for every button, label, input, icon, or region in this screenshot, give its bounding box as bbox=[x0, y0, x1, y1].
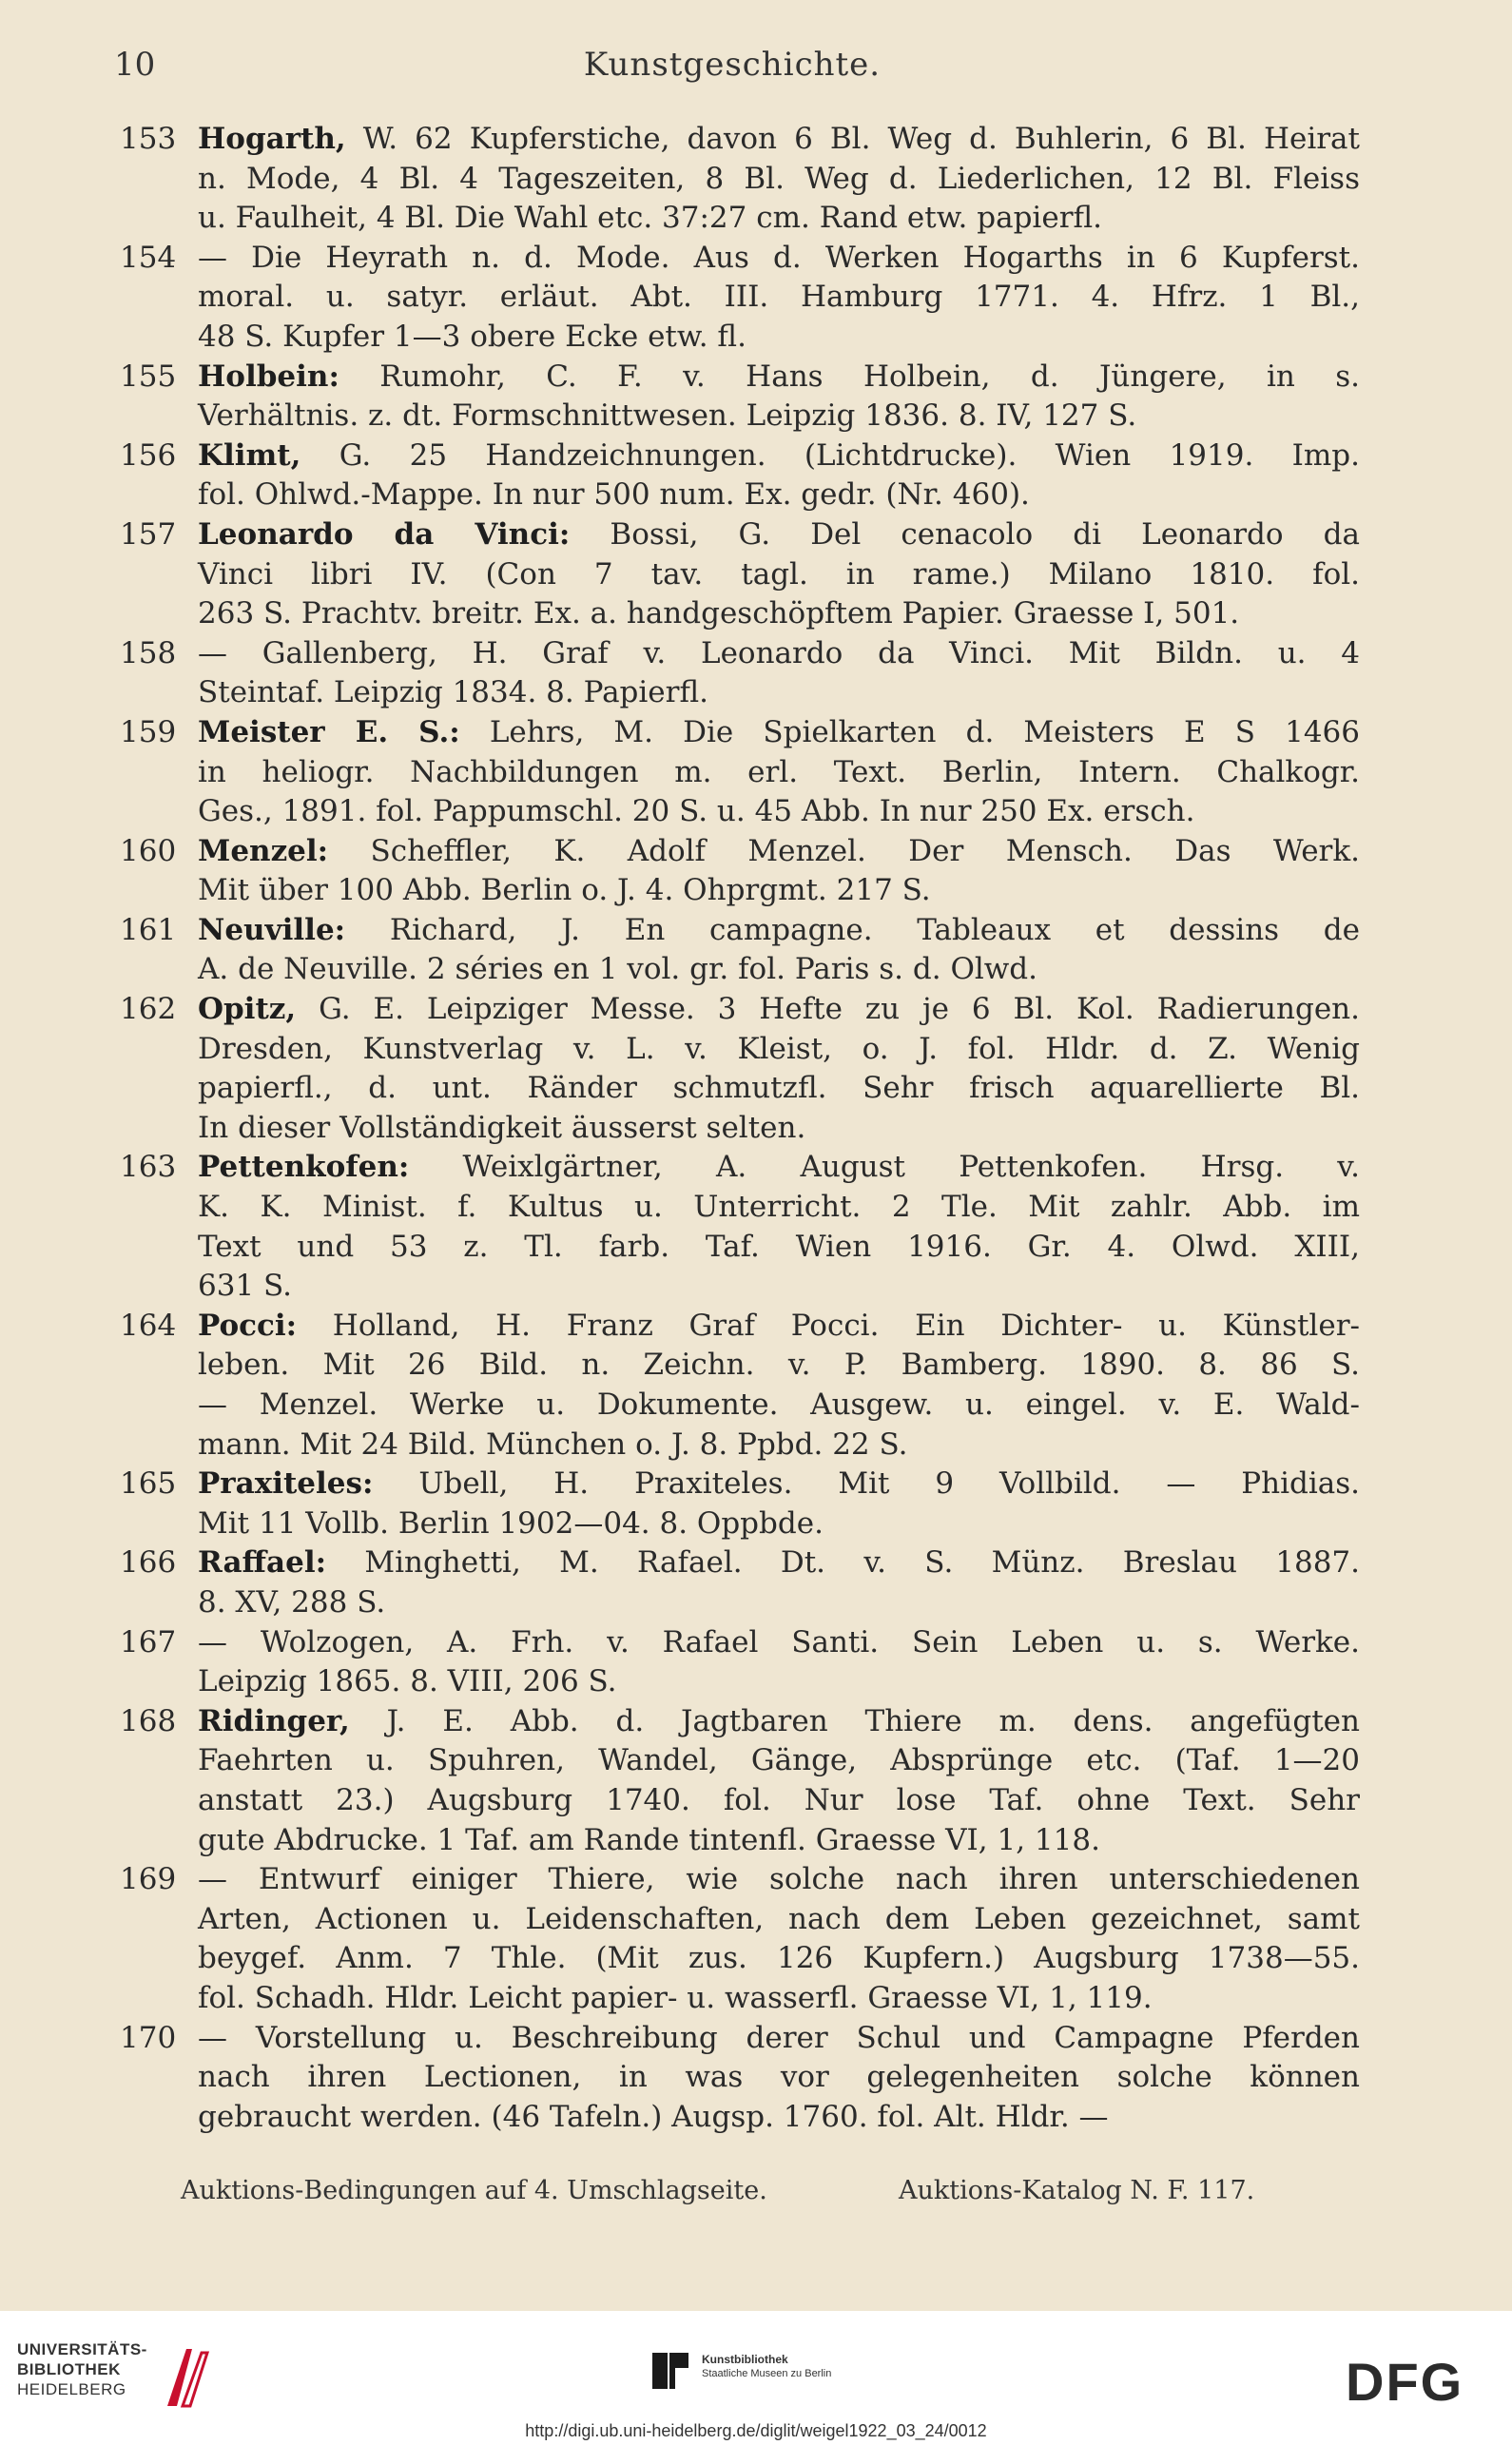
entry-keyword: Klimt, bbox=[198, 437, 301, 473]
catalog-entry bbox=[114, 1543, 1360, 1622]
entry-segment: A. de Neuville. 2 séries en 1 vol. gr. fol. Paris s. d. Olwd. bbox=[198, 952, 1038, 987]
ub-line2: BIBLIOTHEK bbox=[17, 2360, 121, 2378]
entry-line bbox=[198, 1702, 1360, 1742]
entry-number: 169 bbox=[120, 1862, 177, 1897]
catalog-entry bbox=[114, 1465, 1360, 1543]
entry-segment: Holland, H. Franz Graf Pocci. Ein Dichter- u. Künstler- bbox=[297, 1308, 1360, 1343]
ub-line1: UNIVERSITÄTS- bbox=[17, 2340, 147, 2358]
entry-number: 156 bbox=[120, 437, 177, 473]
entry-line bbox=[198, 2058, 1360, 2098]
ub-line3: HEIDELBERG bbox=[17, 2380, 126, 2398]
digitization-footer bbox=[0, 2311, 1512, 2445]
entry-text bbox=[198, 2019, 1360, 2138]
entry-line bbox=[198, 358, 1360, 398]
page-header bbox=[114, 46, 1350, 93]
dfg-logo[interactable] bbox=[1346, 2351, 1488, 2412]
entry-segment: in heliogr. Nachbildungen m. erl. Text. Berlin, Intern. Chalkogr. bbox=[198, 754, 1360, 789]
entry-number: 166 bbox=[120, 1545, 177, 1581]
entry-segment: Leipzig 1865. 8. VIII, 206 S. bbox=[198, 1664, 617, 1699]
entry-segment: Bossi, G. Del cenacolo di Leonardo da bbox=[570, 516, 1360, 552]
entry-segment: Vinci libri IV. (Con 7 tav. tagl. in rame.) Milano 1810. fol. bbox=[198, 556, 1360, 592]
kunstbibliothek-logo[interactable] bbox=[647, 2347, 894, 2404]
entry-segment: Rumohr, C. F. v. Hans Holbein, d. Jüngere, in s. bbox=[339, 359, 1360, 394]
entry-segment: leben. Mit 26 Bild. n. Zeichn. v. P. Bamberg. 1890. 8. 86 S. bbox=[198, 1348, 1360, 1383]
entry-line bbox=[198, 1623, 1360, 1663]
entry-line bbox=[198, 1346, 1360, 1386]
entry-line bbox=[198, 160, 1360, 200]
catalog-entry bbox=[114, 358, 1360, 437]
entry-line bbox=[198, 1543, 1360, 1583]
catalog-entries bbox=[114, 120, 1360, 2137]
entry-line bbox=[198, 911, 1360, 951]
entry-keyword: Pocci: bbox=[198, 1308, 298, 1343]
catalog-entry bbox=[114, 2019, 1360, 2138]
entry-line bbox=[198, 120, 1360, 160]
entry-keyword: Raffael: bbox=[198, 1545, 327, 1581]
entry-segment: — Wolzogen, A. Frh. v. Rafael Santi. Sein Leben u. s. Werke. bbox=[198, 1624, 1360, 1659]
entry-number: 155 bbox=[120, 359, 177, 394]
entry-text bbox=[198, 239, 1360, 358]
entry-line bbox=[198, 515, 1360, 555]
footer-note bbox=[181, 2176, 1322, 2205]
entry-keyword: Holbein: bbox=[198, 359, 339, 394]
entry-segment: G. E. Leipziger Messe. 3 Hefte zu je 6 Bl. Kol. Radierungen. bbox=[296, 992, 1360, 1027]
entry-segment: Arten, Actionen u. Leidenschaften, nach dem Leben gezeichnet, samt bbox=[198, 1901, 1360, 1936]
entry-text bbox=[198, 634, 1360, 713]
entry-text bbox=[198, 911, 1360, 990]
entry-line bbox=[198, 1148, 1360, 1188]
entry-line bbox=[198, 1741, 1360, 1781]
entry-number: 162 bbox=[120, 992, 177, 1027]
entry-line bbox=[198, 1426, 1360, 1465]
entry-segment: — Menzel. Werke u. Dokumente. Ausgew. u. eingel. v. E. Wald- bbox=[198, 1387, 1360, 1422]
catalog-entry bbox=[114, 990, 1360, 1148]
entry-text bbox=[198, 120, 1360, 239]
catalog-entry bbox=[114, 911, 1360, 990]
entry-segment: 263 S. Prachtv. breitr. Ex. a. handgeschöpftem Papier. Graesse I, 501. bbox=[198, 596, 1240, 631]
entry-segment: beygef. Anm. 7 Thle. (Mit zus. 126 Kupfern.) Augsburg 1738—55. bbox=[198, 1941, 1360, 1976]
entry-segment: papierfl., d. unt. Ränder schmutzfl. Sehr frisch aquarellierte Bl. bbox=[198, 1071, 1360, 1106]
entry-line bbox=[198, 832, 1360, 872]
entry-line bbox=[198, 1821, 1360, 1861]
entry-number: 167 bbox=[120, 1624, 177, 1659]
entry-segment: u. Faulheit, 4 Bl. Die Wahl etc. 37:27 cm. Rand etw. papierfl. bbox=[198, 201, 1103, 236]
footer-note-left: Auktions-Bedingungen auf 4. Umschlagseite. bbox=[181, 2176, 767, 2205]
entry-segment: fol. Ohlwd.-Mappe. In nur 500 num. Ex. gedr. (Nr. 460). bbox=[198, 477, 1030, 513]
entry-number: 163 bbox=[120, 1150, 177, 1185]
footer-note-right: Auktions-Katalog N. F. 117. bbox=[899, 2176, 1255, 2205]
entry-text bbox=[198, 713, 1360, 832]
entry-line bbox=[198, 871, 1360, 911]
page-number: 10 bbox=[114, 46, 156, 84]
entry-segment: mann. Mit 24 Bild. München o. J. 8. Ppbd. 22 S. bbox=[198, 1426, 908, 1462]
entry-text bbox=[198, 437, 1360, 515]
ub-logo-text bbox=[17, 2339, 147, 2399]
entry-segment: Weixlgärtner, A. August Pettenkofen. Hrsg. v. bbox=[409, 1150, 1360, 1185]
entry-segment: Scheffler, K. Adolf Menzel. Der Mensch. Das Werk. bbox=[328, 833, 1360, 868]
entry-line bbox=[198, 792, 1360, 832]
entry-line bbox=[198, 318, 1360, 358]
ub-emblem-icon bbox=[160, 2339, 217, 2416]
kb-line1: Kunstbibliothek bbox=[702, 2353, 788, 2366]
entry-line bbox=[198, 1662, 1360, 1702]
entry-keyword: Menzel: bbox=[198, 833, 329, 868]
entry-line bbox=[198, 950, 1360, 990]
entry-keyword: Leonardo da Vinci: bbox=[198, 516, 571, 552]
entry-segment: Ubell, H. Praxiteles. Mit 9 Vollbild. — Phidias. bbox=[373, 1466, 1360, 1502]
catalog-entry bbox=[114, 832, 1360, 911]
entry-text bbox=[198, 832, 1360, 911]
entry-text bbox=[198, 1543, 1360, 1622]
entry-keyword: Ridinger, bbox=[198, 1703, 350, 1738]
entry-segment: Faehrten u. Spuhren, Wandel, Gänge, Absprünge etc. (Taf. 1—20 bbox=[198, 1743, 1360, 1778]
entry-line bbox=[198, 555, 1360, 595]
catalog-entry bbox=[114, 239, 1360, 358]
entry-segment: Minghetti, M. Rafael. Dt. v. S. Münz. Breslau 1887. bbox=[326, 1545, 1360, 1581]
entry-number: 168 bbox=[120, 1703, 177, 1738]
entry-line bbox=[198, 437, 1360, 476]
entry-text bbox=[198, 1148, 1360, 1306]
entry-line bbox=[198, 1583, 1360, 1623]
ub-heidelberg-logo[interactable] bbox=[17, 2339, 217, 2425]
entry-segment: Mit 11 Vollb. Berlin 1902—04. 8. Oppbde. bbox=[198, 1505, 824, 1541]
entry-segment: Verhältnis. z. dt. Formschnittwesen. Leipzig 1836. 8. IV, 127 S. bbox=[198, 398, 1137, 434]
entry-line bbox=[198, 1860, 1360, 1900]
entry-number: 161 bbox=[120, 912, 177, 947]
entry-text bbox=[198, 358, 1360, 437]
entry-segment: Steintaf. Leipzig 1834. 8. Papierfl. bbox=[198, 675, 709, 710]
entry-text bbox=[198, 990, 1360, 1148]
entry-line bbox=[198, 1900, 1360, 1940]
entry-segment: Richard, J. En campagne. Tableaux et dessins de bbox=[345, 912, 1360, 947]
entry-line bbox=[198, 2019, 1360, 2059]
entry-segment: anstatt 23.) Augsburg 1740. fol. Nur lose Taf. ohne Text. Sehr bbox=[198, 1782, 1360, 1817]
entry-text bbox=[198, 515, 1360, 634]
entry-segment: Mit über 100 Abb. Berlin o. J. 4. Ohprgmt. 217 S. bbox=[198, 873, 931, 908]
entry-line bbox=[198, 990, 1360, 1030]
entry-number: 170 bbox=[120, 2020, 177, 2055]
entry-segment: — Entwurf einiger Thiere, wie solche nach ihren unterschiedenen bbox=[198, 1862, 1360, 1897]
permalink-url[interactable]: http://digi.ub.uni-heidelberg.de/diglit/weigel1922_03_24/0012 bbox=[525, 2421, 987, 2440]
entry-line bbox=[198, 1465, 1360, 1504]
entry-text bbox=[198, 1307, 1360, 1465]
entry-segment: J. E. Abb. d. Jagtbaren Thiere m. dens. angefügten bbox=[349, 1703, 1360, 1738]
entry-keyword: Meister E. S.: bbox=[198, 714, 460, 749]
entry-line bbox=[198, 1030, 1360, 1070]
kunstbibliothek-emblem-icon bbox=[647, 2347, 694, 2395]
entry-number: 159 bbox=[120, 714, 177, 749]
entry-number: 160 bbox=[120, 833, 177, 868]
entry-segment: 48 S. Kupfer 1—3 obere Ecke etw. fl. bbox=[198, 319, 746, 354]
entry-segment: moral. u. satyr. erläut. Abt. III. Hamburg 1771. 4. Hfrz. 1 Bl., bbox=[198, 280, 1360, 315]
entry-keyword: Pettenkofen: bbox=[198, 1150, 410, 1185]
entry-number: 157 bbox=[120, 516, 177, 552]
entry-number: 154 bbox=[120, 240, 177, 275]
dfg-logo-text: DFG bbox=[1346, 2352, 1464, 2412]
catalog-entry bbox=[114, 634, 1360, 713]
entry-segment: Dresden, Kunstverlag v. L. v. Kleist, o. J. fol. Hldr. d. Z. Wenig bbox=[198, 1031, 1360, 1066]
entry-text bbox=[198, 1860, 1360, 2018]
entry-line bbox=[198, 1386, 1360, 1426]
entry-keyword: Neuville: bbox=[198, 912, 346, 947]
catalog-entry bbox=[114, 1860, 1360, 2018]
entry-number: 153 bbox=[120, 122, 177, 156]
entry-line bbox=[198, 753, 1360, 793]
entry-text bbox=[198, 1623, 1360, 1702]
catalog-entry bbox=[114, 437, 1360, 515]
catalog-entry bbox=[114, 713, 1360, 832]
entry-line bbox=[198, 1069, 1360, 1109]
entry-line bbox=[198, 634, 1360, 674]
entry-line bbox=[198, 199, 1360, 239]
entry-number: 165 bbox=[120, 1466, 177, 1502]
entry-text bbox=[198, 1465, 1360, 1543]
entry-segment: n. Mode, 4 Bl. 4 Tageszeiten, 8 Bl. Weg d. Liederlichen, 12 Bl. Fleiss bbox=[198, 161, 1360, 196]
catalog-entry bbox=[114, 1148, 1360, 1306]
entry-line bbox=[198, 1267, 1360, 1307]
entry-segment: K. K. Minist. f. Kultus u. Unterricht. 2 Tle. Mit zahlr. Abb. im bbox=[198, 1190, 1360, 1225]
entry-number: 158 bbox=[120, 635, 177, 670]
entry-line bbox=[198, 1979, 1360, 2019]
running-title: Kunstgeschichte. bbox=[583, 46, 882, 84]
entry-line bbox=[198, 1504, 1360, 1544]
catalog-entry bbox=[114, 120, 1360, 239]
entry-segment: G. 25 Handzeichnungen. (Lichtdrucke). Wien 1919. Imp. bbox=[300, 437, 1360, 473]
entry-segment: — Die Heyrath n. d. Mode. Aus d. Werken Hogarths in 6 Kupferst. bbox=[198, 240, 1360, 275]
entry-line bbox=[198, 1188, 1360, 1228]
entry-segment: nach ihren Lectionen, in was vor gelegenheiten solche können bbox=[198, 2060, 1360, 2095]
entry-line bbox=[198, 278, 1360, 318]
entry-number: 164 bbox=[120, 1308, 177, 1343]
entry-line bbox=[198, 239, 1360, 279]
entry-line bbox=[198, 1307, 1360, 1347]
entry-keyword: Hogarth, bbox=[198, 122, 346, 156]
entry-segment: — Vorstellung u. Beschreibung derer Schul und Campagne Pferden bbox=[198, 2020, 1360, 2055]
entry-segment: gute Abdrucke. 1 Taf. am Rande tintenfl. Graesse VI, 1, 118. bbox=[198, 1822, 1100, 1857]
catalog-entry bbox=[114, 1307, 1360, 1465]
entry-line bbox=[198, 1228, 1360, 1268]
kb-line2: Staatliche Museen zu Berlin bbox=[702, 2368, 832, 2379]
entry-segment: gebraucht werden. (46 Tafeln.) Augsp. 1760. fol. Alt. Hldr. — bbox=[198, 2099, 1109, 2134]
entry-line bbox=[198, 713, 1360, 753]
entry-line bbox=[198, 1781, 1360, 1821]
entry-line bbox=[198, 1109, 1360, 1149]
entry-segment: In dieser Vollständigkeit äusserst selten. bbox=[198, 1110, 806, 1145]
entry-line bbox=[198, 475, 1360, 515]
entry-segment: Lehrs, M. Die Spielkarten d. Meisters E S 1466 bbox=[459, 714, 1360, 749]
catalog-entry bbox=[114, 1702, 1360, 1860]
entry-segment: Ges., 1891. fol. Pappumschl. 20 S. u. 45 Abb. In nur 250 Ex. ersch. bbox=[198, 794, 1195, 829]
entry-line bbox=[198, 397, 1360, 437]
entry-segment: Text und 53 z. Tl. farb. Taf. Wien 1916. Gr. 4. Olwd. XIII, bbox=[198, 1229, 1360, 1264]
entry-segment: 631 S. bbox=[198, 1269, 293, 1304]
entry-line bbox=[198, 673, 1360, 713]
catalog-entry bbox=[114, 1623, 1360, 1702]
entry-line bbox=[198, 2098, 1360, 2138]
entry-text bbox=[198, 1702, 1360, 1860]
entry-keyword: Praxiteles: bbox=[198, 1466, 374, 1502]
catalog-entry bbox=[114, 515, 1360, 634]
entry-segment: — Gallenberg, H. Graf v. Leonardo da Vinci. Mit Bildn. u. 4 bbox=[198, 635, 1360, 670]
entry-segment: W. 62 Kupferstiche, davon 6 Bl. Weg d. Buhlerin, 6 Bl. Heirat bbox=[345, 122, 1360, 156]
entry-segment: fol. Schadh. Hldr. Leicht papier- u. wasserfl. Graesse VI, 1, 119. bbox=[198, 1980, 1153, 2015]
kunstbibliothek-text bbox=[702, 2353, 831, 2381]
entry-line bbox=[198, 1939, 1360, 1979]
entry-segment: 8. XV, 288 S. bbox=[198, 1584, 386, 1620]
entry-keyword: Opitz, bbox=[198, 992, 297, 1027]
entry-line bbox=[198, 594, 1360, 634]
